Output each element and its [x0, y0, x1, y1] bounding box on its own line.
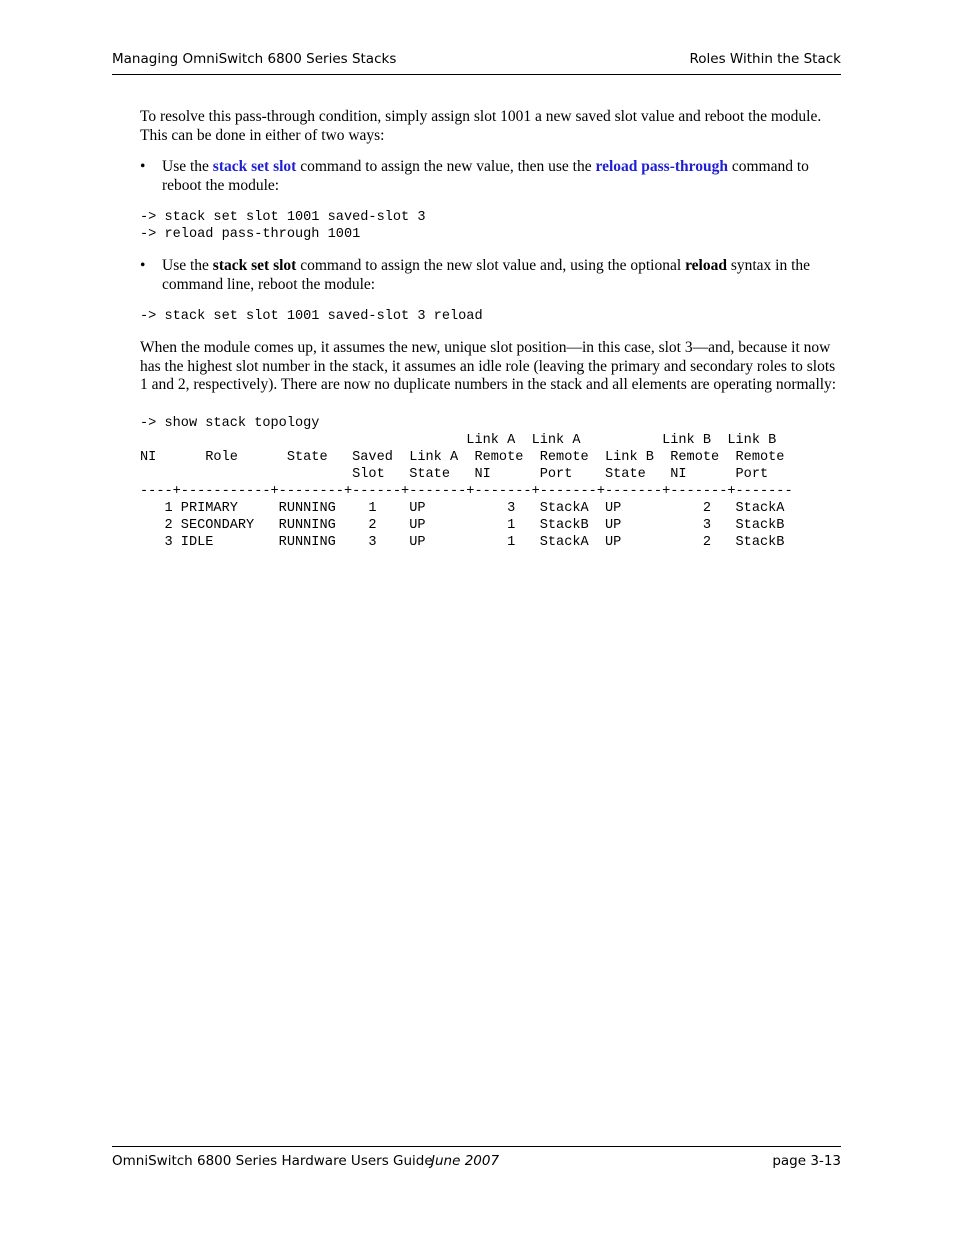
- code-line: -> stack set slot 1001 saved-slot 3: [140, 210, 426, 225]
- bullet-item-2: [140, 257, 840, 294]
- bullet2-text-c: syntax in the command line, reboot the module:: [162, 257, 811, 293]
- bold-stack-set-slot: stack set slot: [212, 257, 297, 274]
- bullet1-text-c: command to reboot the module:: [162, 158, 809, 194]
- bold-reload: reload: [685, 257, 727, 274]
- bullet-marker: •: [140, 158, 146, 175]
- link-reload-pass-through[interactable]: reload pass-through: [595, 158, 728, 175]
- table-row: 2 SECONDARY RUNNING 2 UP 1 StackB UP 3 StackB: [140, 517, 785, 533]
- header-section-title: Roles Within the Stack: [689, 51, 841, 67]
- topology-output: [140, 415, 840, 551]
- intro-paragraph: To resolve this pass-through condition, simply assign slot 1001 a new saved slot value and reboot the module. This can be done in either of two ways:: [140, 108, 822, 144]
- footer-date: June 2007: [431, 1153, 500, 1169]
- bullet-marker: •: [140, 257, 146, 274]
- bullet1-text-b: command to assign the new value, then use the: [296, 158, 596, 175]
- topology-header-line: NI Role State Saved Link A Remote Remote Link B Remote Remote: [140, 449, 785, 465]
- code-line: -> reload pass-through 1001: [140, 227, 361, 242]
- bullet1-text-a: Use the: [162, 158, 213, 175]
- topology-header-line: Link A Link A Link B Link B: [140, 432, 777, 448]
- code-block-2: [140, 308, 840, 325]
- footer-page-number: page 3-13: [772, 1153, 841, 1169]
- topology-command: -> show stack topology: [140, 415, 320, 431]
- link-stack-set-slot[interactable]: stack set slot: [212, 158, 297, 175]
- code-block-1: [140, 209, 840, 243]
- table-row: 1 PRIMARY RUNNING 1 UP 3 StackA UP 2 StackA: [140, 500, 785, 516]
- topology-separator: ----+-----------+--------+------+-------+-------+-------+-------+-------+-------: [140, 483, 793, 499]
- header-chapter-title: Managing OmniSwitch 6800 Series Stacks: [112, 51, 397, 67]
- page-footer: [112, 1146, 841, 1169]
- bullet2-text-a: Use the: [162, 257, 213, 274]
- code-line: -> stack set slot 1001 saved-slot 3 reload: [140, 309, 483, 324]
- bullet-item-1: [140, 158, 840, 195]
- page-content: [140, 108, 840, 551]
- topology-header-line: Slot State NI Port State NI Port: [140, 466, 769, 482]
- table-row: 3 IDLE RUNNING 3 UP 1 StackA UP 2 StackB: [140, 534, 785, 550]
- result-paragraph: When the module comes up, it assumes the new, unique slot position—in this case, slot 3—and, because it now has the highest slot number in the stack, it assumes an idle role (leaving the primary and secondary roles to slots 1 and 2, respectively). There are now no duplicate numbers in the stack and all elements are operating normally:: [140, 339, 837, 393]
- bullet2-text-b: command to assign the new slot value and, using the optional: [296, 257, 686, 274]
- page-header: [112, 50, 841, 75]
- footer-guide-title: OmniSwitch 6800 Series Hardware Users Guide: [112, 1153, 433, 1169]
